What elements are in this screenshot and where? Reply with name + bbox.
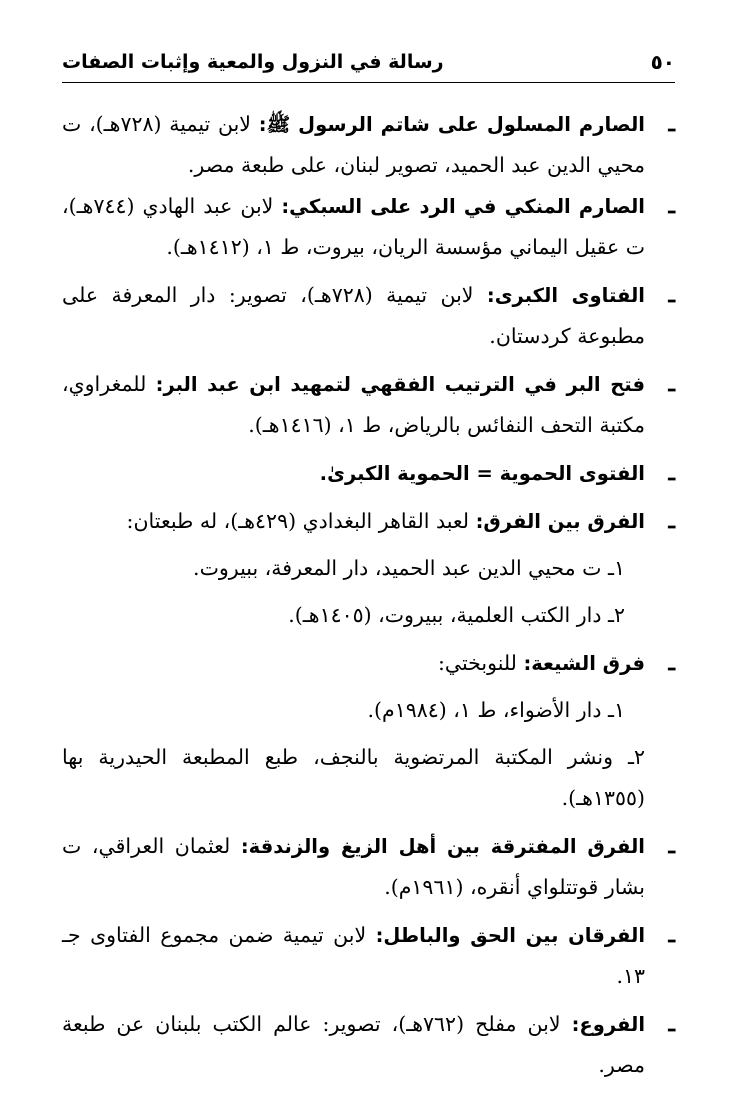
entry-title: الصارم المنكي في الرد على السبكي:	[281, 195, 645, 218]
sub-item: ١ـ دار الأضواء، ط ١، (١٩٨٤م).	[367, 698, 625, 722]
page-header	[62, 42, 675, 83]
entry-dash: ـ	[668, 193, 675, 219]
entry-dash: ـ	[668, 282, 675, 308]
bib-entry	[62, 1004, 675, 1086]
bibliography-list	[62, 104, 675, 1108]
bib-entry	[62, 501, 675, 542]
entry-text: لعبد القاهر البغدادي (٤٢٩هـ)، له طبعتان:	[126, 509, 476, 533]
entry-text: لابن تيمية (٧٢٨هـ)، ت محيي الدين عبد الحميد، تصوير لبنان، على طبعة مصر.	[62, 112, 645, 177]
sub-item: ١ـ ت محيي الدين عبد الحميد، دار المعرفة، ببيروت.	[193, 556, 625, 580]
entry-dash: ـ	[668, 371, 675, 397]
entry-dash: ـ	[668, 1011, 675, 1037]
entry-text: للمغراوي، مكتبة التحف النفائس بالرياض، ط ١، (١٤١٦هـ).	[62, 372, 645, 437]
entry-title: الفرق بين الفرق:	[475, 510, 645, 533]
page-number: ٥٠	[650, 50, 675, 74]
entry-text: لابن عبد الهادي (٧٤٤هـ)، ت عقيل اليماني مؤسسة الريان، بيروت، ط ١، (١٤١٢هـ).	[62, 194, 645, 259]
entry-title: الفرق المفترقة بين أهل الزيغ والزندقة:	[240, 835, 645, 858]
sub-item: ٢ـ ونشر المكتبة المرتضوية بالنجف، طبع المطبعة الحيدرية بها (١٣٥٥هـ).	[62, 745, 645, 810]
bib-entry	[62, 453, 675, 494]
entry-text: لابن تيمية (٧٢٨هـ)، تصوير: دار المعرفة على مطبوعة كردستان.	[62, 283, 645, 348]
entry-title: الفتاوى الكبرى:	[486, 284, 645, 307]
entry-text: لابن تيمية ضمن مجموع الفتاوى جـ ١٣.	[62, 923, 645, 988]
entry-text: للنوبختي:	[437, 651, 524, 675]
entry-title: الصارم المسلول على شاتم الرسول ﷺ:	[258, 113, 645, 136]
entry-text: لابن مفلح (٧٦٢هـ)، تصوير: عالم الكتب بلبنان عن طبعة مصر.	[62, 1012, 645, 1077]
entry-title: الفتوى الحموية = الحموية الكبرىٰ.	[319, 462, 645, 485]
entry-title: فرق الشيعة:	[523, 652, 645, 675]
entry-dash: ـ	[668, 650, 675, 676]
running-title: رسالة في النزول والمعية وإثبات الصفات	[62, 51, 444, 73]
entry-title: الفروع:	[571, 1013, 646, 1036]
entry-text: لعثمان العراقي، ت بشار قوتتلواي أنقره، (١٩٦١م).	[62, 834, 645, 899]
entry-title: الفرقان بين الحق والباطل:	[375, 924, 646, 947]
bib-entry	[62, 186, 675, 268]
bib-entry	[62, 915, 675, 997]
sub-item: ٢ـ دار الكتب العلمية، ببيروت، (١٤٠٥هـ).	[288, 603, 625, 627]
bib-entry	[62, 364, 675, 446]
bib-entry	[62, 643, 675, 684]
bib-entry	[62, 104, 675, 186]
entry-dash: ـ	[668, 833, 675, 859]
entry-dash: ـ	[668, 922, 675, 948]
entry-dash: ـ	[668, 508, 675, 534]
entry-dash: ـ	[668, 111, 675, 137]
entry-dash: ـ	[668, 460, 675, 486]
bib-entry	[62, 275, 675, 357]
entry-title: فتح البر في الترتيب الفقهي لتمهيد ابن عبد البر:	[155, 373, 645, 396]
bib-entry	[62, 826, 675, 908]
